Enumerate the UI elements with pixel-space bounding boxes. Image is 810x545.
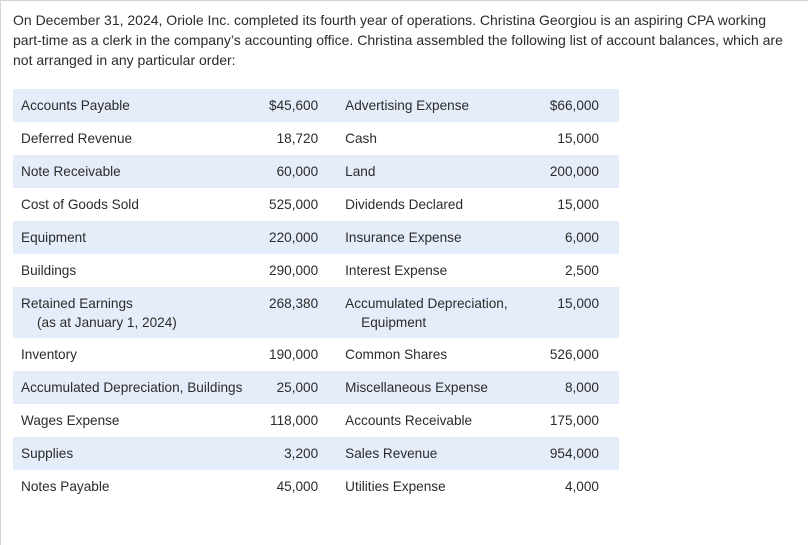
account-amount-right	[526, 254, 619, 287]
account-amount-left-text: 18,720	[276, 131, 319, 146]
account-name-left-text: Inventory	[21, 347, 77, 362]
account-name-right	[318, 338, 526, 371]
account-name-right	[318, 188, 526, 221]
table-row	[13, 221, 619, 254]
account-amount-left-text: 220,000	[269, 230, 319, 245]
account-amount-left-text: 268,380	[269, 296, 319, 311]
account-amount-left-text: 190,000	[269, 347, 319, 362]
account-name-right-text: Sales Revenue	[345, 446, 438, 461]
account-amount-right-text: 2,500	[564, 263, 599, 278]
account-amount-left	[246, 287, 318, 338]
account-name-right	[318, 155, 526, 188]
account-name-left	[13, 437, 246, 470]
account-name-left	[13, 254, 246, 287]
account-amount-right-text: 15,000	[557, 131, 599, 146]
account-name-left-subtext: (as at January 1, 2024)	[37, 315, 177, 330]
account-name-right-subtext: Equipment	[361, 315, 427, 330]
account-amount-right	[526, 89, 619, 122]
account-amount-right-text: 200,000	[549, 164, 599, 179]
table-row	[13, 371, 619, 404]
account-amount-right-text: 954,000	[549, 446, 599, 461]
account-name-right	[318, 470, 526, 503]
table-row	[13, 470, 619, 503]
account-name-left	[13, 89, 246, 122]
account-name-right	[318, 371, 526, 404]
account-name-left	[13, 122, 246, 155]
account-name-left	[13, 404, 246, 437]
account-amount-left	[246, 221, 318, 254]
account-amount-left-text: 290,000	[269, 263, 319, 278]
account-name-right	[318, 437, 526, 470]
account-amount-right	[526, 221, 619, 254]
account-amount-right	[526, 338, 619, 371]
account-amount-right	[526, 287, 619, 338]
account-amount-left	[246, 89, 318, 122]
account-name-right	[318, 254, 526, 287]
table-row	[13, 404, 619, 437]
account-amount-right-text: 15,000	[557, 197, 599, 212]
account-name-left	[13, 371, 246, 404]
account-amount-left	[246, 188, 318, 221]
account-name-right-text: Advertising Expense	[345, 98, 470, 113]
account-name-right-text: Insurance Expense	[345, 230, 462, 245]
account-amount-right	[526, 371, 619, 404]
account-name-right-text: Common Shares	[345, 347, 448, 362]
account-name-left	[13, 221, 246, 254]
account-name-right	[318, 89, 526, 122]
account-balances-body	[13, 89, 619, 503]
account-name-right-text: Utilities Expense	[345, 479, 446, 494]
account-amount-left	[246, 254, 318, 287]
account-name-right	[318, 287, 526, 338]
account-name-right-text: Accounts Receivable	[345, 413, 473, 428]
table-row	[13, 188, 619, 221]
account-amount-left	[246, 404, 318, 437]
account-balances-table	[13, 89, 619, 503]
account-amount-left-text: 3,200	[284, 446, 319, 461]
account-name-left-text: Accumulated Depreciation, Buildings	[21, 380, 243, 395]
account-name-right-text: Cash	[345, 131, 377, 146]
account-name-left-text: Retained Earnings	[21, 296, 133, 311]
table-row	[13, 338, 619, 371]
account-amount-right-text: $66,000	[549, 98, 599, 113]
account-name-left-text: Deferred Revenue	[21, 131, 133, 146]
account-amount-left-text: 525,000	[269, 197, 319, 212]
table-row	[13, 437, 619, 470]
account-name-left-text: Wages Expense	[21, 413, 120, 428]
account-amount-right-text: 526,000	[549, 347, 599, 362]
account-name-left-text: Accounts Payable	[21, 98, 130, 113]
account-amount-right-text: 15,000	[557, 296, 599, 311]
account-name-left-text: Cost of Goods Sold	[21, 197, 139, 212]
account-name-left	[13, 188, 246, 221]
account-amount-left	[246, 437, 318, 470]
table-row	[13, 287, 619, 338]
account-amount-right-text: 6,000	[564, 230, 599, 245]
table-row	[13, 122, 619, 155]
account-amount-left-text: $45,600	[269, 98, 319, 113]
account-amount-left-text: 45,000	[276, 479, 319, 494]
table-row	[13, 155, 619, 188]
account-amount-left-text: 25,000	[276, 380, 319, 395]
account-amount-left	[246, 338, 318, 371]
account-amount-left	[246, 470, 318, 503]
account-name-right-text: Land	[345, 164, 376, 179]
table-row	[13, 254, 619, 287]
account-name-left	[13, 470, 246, 503]
account-amount-left	[246, 371, 318, 404]
account-name-left-text: Buildings	[21, 263, 77, 278]
account-amount-left-text: 118,000	[270, 413, 319, 428]
account-amount-left	[246, 122, 318, 155]
intro-paragraph: On December 31, 2024, Oriole Inc. completed its fourth year of operations. Christina Georgiou is an aspiring CPA working part-time as a clerk in the company’s accounting office. Christina assembled the following list of account balances, which are not arranged in any particular order:	[13, 12, 783, 68]
account-name-right	[318, 404, 526, 437]
account-amount-right	[526, 404, 619, 437]
account-name-left-text: Equipment	[21, 230, 86, 245]
account-amount-left-text: 60,000	[276, 164, 319, 179]
account-amount-right-text: 175,000	[549, 413, 599, 428]
table-row	[13, 89, 619, 122]
account-name-left	[13, 287, 246, 338]
account-name-left-text: Supplies	[21, 446, 74, 461]
account-name-right-text: Accumulated Depreciation,	[345, 296, 508, 311]
account-name-left-text: Notes Payable	[21, 479, 110, 494]
account-amount-right	[526, 188, 619, 221]
account-name-right-text: Dividends Declared	[345, 197, 464, 212]
account-name-right	[318, 221, 526, 254]
account-amount-right-text: 8,000	[564, 380, 599, 395]
account-name-left-text: Note Receivable	[21, 164, 121, 179]
account-name-right-text: Interest Expense	[345, 263, 448, 278]
account-name-left	[13, 155, 246, 188]
account-amount-right-text: 4,000	[564, 479, 599, 494]
account-name-left	[13, 338, 246, 371]
account-name-right-text: Miscellaneous Expense	[345, 380, 488, 395]
account-amount-left	[246, 155, 318, 188]
account-amount-right	[526, 437, 619, 470]
account-amount-right	[526, 470, 619, 503]
account-amount-right	[526, 122, 619, 155]
account-name-right	[318, 122, 526, 155]
account-amount-right	[526, 155, 619, 188]
